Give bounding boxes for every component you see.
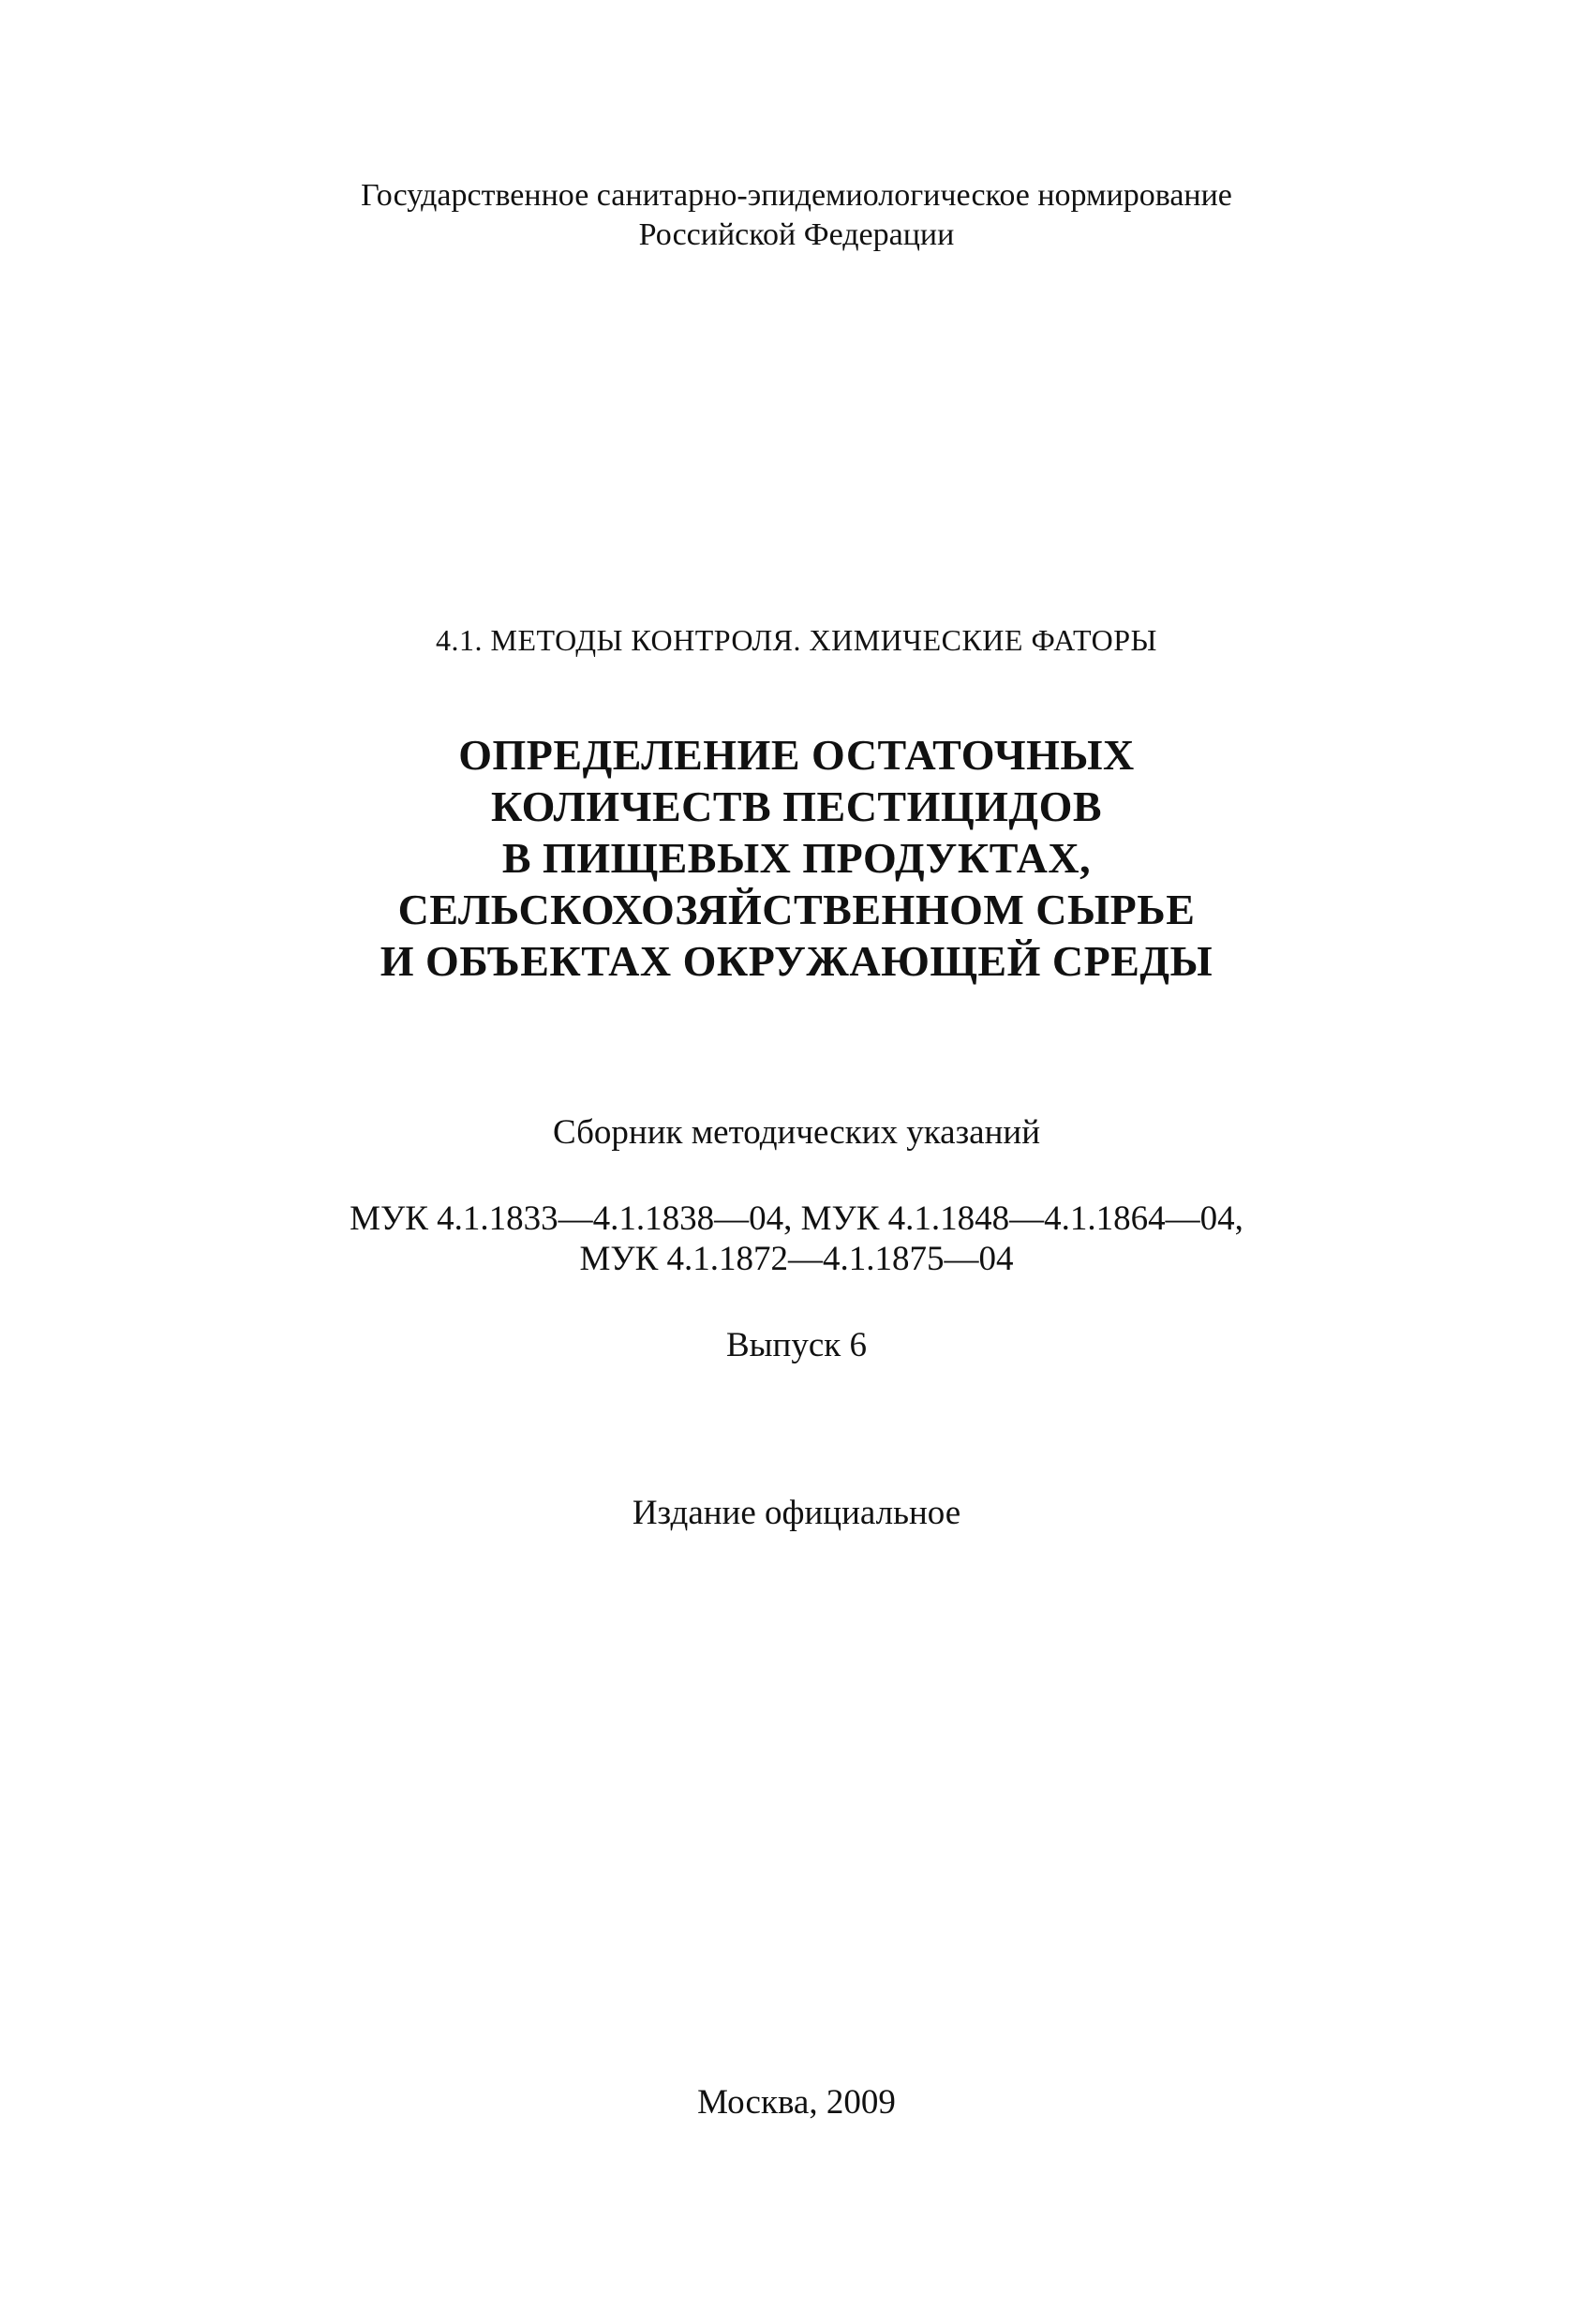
document-title-line-5: И ОБЪЕКТАХ ОКРУЖАЮЩЕЙ СРЕДЫ bbox=[380, 937, 1213, 985]
issue-number: Выпуск 6 bbox=[726, 1326, 867, 1364]
document-title-line-3: В ПИЩЕВЫХ ПРОДУКТАХ, bbox=[501, 834, 1092, 882]
imprint-city-year: Москва, 2009 bbox=[697, 2083, 896, 2122]
document-title-line-1: ОПРЕДЕЛЕНИЕ ОСТАТОЧНЫХ bbox=[458, 731, 1135, 779]
edition-label: Издание официальное bbox=[632, 1494, 961, 1532]
document-title-line-4: СЕЛЬСКОХОЗЯЙСТВЕННОМ СЫРЬЕ bbox=[397, 886, 1196, 933]
muk-numbers-line-2: МУК 4.1.1872—4.1.1875—04 bbox=[579, 1240, 1014, 1278]
document-title-line-2: КОЛИЧЕСТВ ПЕСТИЦИДОВ bbox=[490, 782, 1103, 830]
issuing-authority-line-1: Государственное санитарно-эпидемиологическое нормирование bbox=[361, 178, 1232, 213]
series-heading: 4.1. МЕТОДЫ КОНТРОЛЯ. ХИМИЧЕСКИЕ ФАТОРЫ bbox=[436, 623, 1157, 657]
issuing-authority-line-2: Российской Федерации bbox=[638, 217, 955, 252]
collection-subtitle: Сборник методических указаний bbox=[552, 1113, 1041, 1152]
muk-numbers-line-1: МУК 4.1.1833—4.1.1838—04, МУК 4.1.1848—4.1.1864—04, bbox=[350, 1199, 1243, 1238]
